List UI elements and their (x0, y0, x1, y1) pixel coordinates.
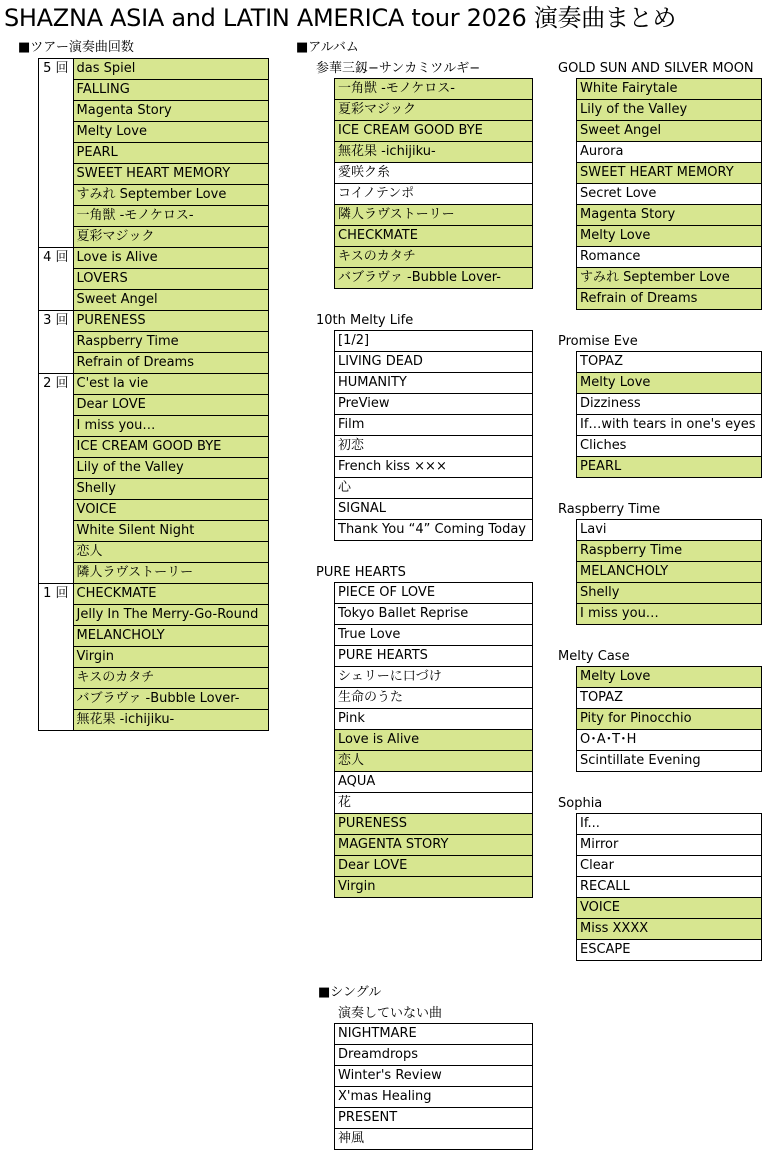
table-row (577, 121, 762, 142)
table-row (335, 520, 533, 541)
song-cell: Scintillate Evening (577, 751, 762, 772)
song-cell: ICE CREAM GOOD BYE (73, 437, 268, 458)
song-cell: Dear LOVE (335, 856, 533, 877)
song-cell: PURENESS (335, 814, 533, 835)
table-row (335, 142, 533, 163)
table-row (39, 353, 269, 374)
table-row (335, 121, 533, 142)
song-cell: Sweet Angel (73, 290, 268, 311)
song-cell: すみれ September Love (577, 268, 762, 289)
song-cell: 一角獣 -モノケロス- (73, 206, 268, 227)
song-cell: Virgin (73, 647, 268, 668)
play-count-cell: 2 回 (39, 374, 74, 584)
album-title: Raspberry Time (558, 502, 661, 517)
table-row (39, 437, 269, 458)
table-row (577, 562, 762, 583)
album-title: PURE HEARTS (316, 565, 406, 580)
song-cell: Dear LOVE (73, 395, 268, 416)
table-row (335, 373, 533, 394)
song-cell: シェリーに口づけ (335, 667, 533, 688)
song-cell: 夏彩マジック (335, 100, 533, 121)
song-cell: Sweet Angel (577, 121, 762, 142)
table-row (335, 457, 533, 478)
table-row (335, 100, 533, 121)
table-row (577, 142, 762, 163)
song-cell: PIECE OF LOVE (335, 583, 533, 604)
table-row (335, 856, 533, 877)
song-cell: 生命のうた (335, 688, 533, 709)
song-cell: C'est la vie (73, 374, 268, 395)
song-cell: 隣人ラヴストーリー (335, 205, 533, 226)
table-row (335, 1087, 533, 1108)
song-cell: TOPAZ (577, 688, 762, 709)
table-row (335, 268, 533, 289)
song-cell: das Spiel (73, 59, 268, 80)
album-title: Sophia (558, 796, 603, 811)
table-row (577, 751, 762, 772)
table-row (577, 877, 762, 898)
song-cell: HUMANITY (335, 373, 533, 394)
table-row (335, 646, 533, 667)
table-row (577, 520, 762, 541)
song-cell: Melty Love (577, 667, 762, 688)
song-cell: Film (335, 415, 533, 436)
album-song-table (576, 351, 762, 478)
table-row (39, 584, 269, 605)
song-cell: Dreamdrops (335, 1045, 533, 1066)
album-title: 10th Melty Life (316, 313, 414, 328)
table-row (577, 352, 762, 373)
song-cell: VOICE (73, 500, 268, 521)
song-cell: Lily of the Valley (577, 100, 762, 121)
table-row (335, 352, 533, 373)
song-cell: Winter's Review (335, 1066, 533, 1087)
table-row (39, 458, 269, 479)
table-row (335, 163, 533, 184)
album-song-table (576, 666, 762, 772)
song-cell: バブラヴァ -Bubble Lover- (335, 268, 533, 289)
table-row (335, 184, 533, 205)
table-row (335, 625, 533, 646)
song-cell: Secret Love (577, 184, 762, 205)
table-row (577, 919, 762, 940)
song-cell: Jelly In The Merry-Go-Round (73, 605, 268, 626)
table-row (39, 269, 269, 290)
song-cell: I miss you… (73, 416, 268, 437)
song-cell: Raspberry Time (73, 332, 268, 353)
table-row (577, 541, 762, 562)
table-row (577, 583, 762, 604)
song-cell: MELANCHOLY (73, 626, 268, 647)
table-row (39, 206, 269, 227)
album-title: GOLD SUN AND SILVER MOON (558, 61, 754, 76)
album-title: Melty Case (558, 649, 630, 664)
song-cell: VOICE (577, 898, 762, 919)
table-row (577, 730, 762, 751)
song-cell: Cliches (577, 436, 762, 457)
table-row (39, 332, 269, 353)
table-row (335, 499, 533, 520)
song-cell: Thank You “4” Coming Today (335, 520, 533, 541)
song-cell: AQUA (335, 772, 533, 793)
table-row (39, 668, 269, 689)
album-song-table (576, 519, 762, 625)
song-cell: ESCAPE (577, 940, 762, 961)
table-row (577, 268, 762, 289)
table-row (335, 436, 533, 457)
album-song-table (334, 582, 533, 898)
table-row (39, 416, 269, 437)
song-cell: PEARL (577, 457, 762, 478)
song-cell: Virgin (335, 877, 533, 898)
table-row (39, 689, 269, 710)
song-cell: Lily of the Valley (73, 458, 268, 479)
song-cell: Shelly (73, 479, 268, 500)
table-row (335, 205, 533, 226)
table-row (577, 604, 762, 625)
table-row (335, 478, 533, 499)
album-title: Promise Eve (558, 334, 638, 349)
song-cell: LOVERS (73, 269, 268, 290)
table-row (335, 793, 533, 814)
table-row (335, 772, 533, 793)
song-cell: Aurora (577, 142, 762, 163)
play-count-cell: 1 回 (39, 584, 74, 731)
table-row (577, 709, 762, 730)
table-row (39, 374, 269, 395)
song-cell: PURE HEARTS (335, 646, 533, 667)
table-row (39, 185, 269, 206)
song-cell: Love is Alive (335, 730, 533, 751)
song-cell: Love is Alive (73, 248, 268, 269)
table-row (335, 79, 533, 100)
song-cell: CHECKMATE (73, 584, 268, 605)
song-cell: PURENESS (73, 311, 268, 332)
table-row (39, 59, 269, 80)
song-cell: 無花果 -ichijiku- (73, 710, 268, 731)
song-cell: 初恋 (335, 436, 533, 457)
song-cell: Raspberry Time (577, 541, 762, 562)
song-cell: 恋人 (335, 751, 533, 772)
table-row (39, 605, 269, 626)
song-cell: 心 (335, 478, 533, 499)
table-row (577, 184, 762, 205)
album-song-table (576, 813, 762, 961)
song-cell: 花 (335, 793, 533, 814)
song-cell: 恋人 (73, 542, 268, 563)
table-row (577, 205, 762, 226)
table-row (335, 709, 533, 730)
table-row (577, 247, 762, 268)
album-song-table (334, 78, 533, 289)
song-cell: 愛咲ク糸 (335, 163, 533, 184)
song-cell: SWEET HEART MEMORY (73, 164, 268, 185)
table-row (577, 226, 762, 247)
table-row (39, 395, 269, 416)
song-cell: Melty Love (577, 226, 762, 247)
song-cell: O･A･T･H (577, 730, 762, 751)
table-row (577, 835, 762, 856)
song-cell: PreView (335, 394, 533, 415)
table-row (577, 415, 762, 436)
song-cell: Clear (577, 856, 762, 877)
song-cell: Lavi (577, 520, 762, 541)
table-row (577, 394, 762, 415)
tour-count-table (38, 58, 269, 731)
song-cell: すみれ September Love (73, 185, 268, 206)
song-cell: Refrain of Dreams (577, 289, 762, 310)
album-title: 参華三釼−サンカミツルギ− (316, 61, 481, 76)
table-row (577, 436, 762, 457)
song-cell: LIVING DEAD (335, 352, 533, 373)
table-row (577, 814, 762, 835)
table-row (577, 688, 762, 709)
song-cell: [1/2] (335, 331, 533, 352)
table-row (577, 373, 762, 394)
table-row (335, 751, 533, 772)
table-row (577, 289, 762, 310)
table-row (577, 898, 762, 919)
song-cell: MAGENTA STORY (335, 835, 533, 856)
table-row (335, 583, 533, 604)
table-row (39, 647, 269, 668)
album-section-heading: ■アルバム (296, 40, 359, 55)
table-row (335, 604, 533, 625)
song-cell: 無花果 -ichijiku- (335, 142, 533, 163)
song-cell: Refrain of Dreams (73, 353, 268, 374)
song-cell: 夏彩マジック (73, 227, 268, 248)
table-row (39, 290, 269, 311)
table-row (577, 457, 762, 478)
album-song-table (334, 330, 533, 541)
table-row (335, 667, 533, 688)
table-row (39, 227, 269, 248)
song-cell: MELANCHOLY (577, 562, 762, 583)
table-row (335, 415, 533, 436)
table-row (335, 688, 533, 709)
song-cell: SWEET HEART MEMORY (577, 163, 762, 184)
song-cell: True Love (335, 625, 533, 646)
song-cell: ICE CREAM GOOD BYE (335, 121, 533, 142)
table-row (577, 79, 762, 100)
song-cell: Pink (335, 709, 533, 730)
play-count-cell: 3 回 (39, 311, 74, 374)
table-row (335, 331, 533, 352)
table-row (335, 877, 533, 898)
table-row (39, 500, 269, 521)
song-cell: Romance (577, 247, 762, 268)
song-cell: RECALL (577, 877, 762, 898)
single-section-heading: ■シングル (318, 985, 382, 1000)
table-row (39, 563, 269, 584)
play-count-cell: 5 回 (39, 59, 74, 248)
table-row (335, 1108, 533, 1129)
table-row (335, 1066, 533, 1087)
table-row (577, 940, 762, 961)
song-cell: Tokyo Ballet Reprise (335, 604, 533, 625)
song-cell: Mirror (577, 835, 762, 856)
song-cell: X'mas Healing (335, 1087, 533, 1108)
single-subtitle: 演奏していない曲 (338, 1006, 443, 1021)
table-row (39, 80, 269, 101)
table-row (39, 248, 269, 269)
song-cell: キスのカタチ (73, 668, 268, 689)
table-row (39, 521, 269, 542)
song-cell: Dizziness (577, 394, 762, 415)
table-row (39, 101, 269, 122)
table-row (39, 311, 269, 332)
song-cell: PRESENT (335, 1108, 533, 1129)
table-row (39, 626, 269, 647)
song-cell: TOPAZ (577, 352, 762, 373)
table-row (335, 394, 533, 415)
song-cell: French kiss ××× (335, 457, 533, 478)
tour-section-heading: ■ツアー演奏曲回数 (18, 40, 134, 55)
table-row (39, 164, 269, 185)
song-cell: バブラヴァ -Bubble Lover- (73, 689, 268, 710)
song-cell: SIGNAL (335, 499, 533, 520)
table-row (39, 122, 269, 143)
table-row (335, 1129, 533, 1150)
table-row (335, 730, 533, 751)
table-row (577, 100, 762, 121)
song-cell: I miss you… (577, 604, 762, 625)
song-cell: キスのカタチ (335, 247, 533, 268)
table-row (577, 163, 762, 184)
song-cell: 隣人ラヴストーリー (73, 563, 268, 584)
song-cell: Melty Love (73, 122, 268, 143)
table-row (335, 835, 533, 856)
song-cell: Magenta Story (577, 205, 762, 226)
song-cell: FALLING (73, 80, 268, 101)
play-count-cell: 4 回 (39, 248, 74, 311)
single-song-table (334, 1023, 533, 1150)
song-cell: 神風 (335, 1129, 533, 1150)
table-row (335, 814, 533, 835)
table-row (335, 1045, 533, 1066)
song-cell: NIGHTMARE (335, 1024, 533, 1045)
table-row (577, 667, 762, 688)
song-cell: White Fairytale (577, 79, 762, 100)
table-row (39, 542, 269, 563)
page-title: SHAZNA ASIA and LATIN AMERICA tour 2026 演奏曲まとめ (4, 4, 677, 32)
table-row (335, 1024, 533, 1045)
song-cell: Pity for Pinocchio (577, 709, 762, 730)
table-row (39, 479, 269, 500)
song-cell: If…with tears in one's eyes (577, 415, 762, 436)
song-cell: White Silent Night (73, 521, 268, 542)
song-cell: Miss XXXX (577, 919, 762, 940)
song-cell: CHECKMATE (335, 226, 533, 247)
song-cell: 一角獣 -モノケロス- (335, 79, 533, 100)
song-cell: Shelly (577, 583, 762, 604)
song-cell: コイノテンポ (335, 184, 533, 205)
table-row (39, 143, 269, 164)
table-row (335, 226, 533, 247)
song-cell: If... (577, 814, 762, 835)
table-row (335, 247, 533, 268)
album-song-table (576, 78, 762, 310)
table-row (39, 710, 269, 731)
song-cell: Magenta Story (73, 101, 268, 122)
song-cell: PEARL (73, 143, 268, 164)
song-cell: Melty Love (577, 373, 762, 394)
table-row (577, 856, 762, 877)
